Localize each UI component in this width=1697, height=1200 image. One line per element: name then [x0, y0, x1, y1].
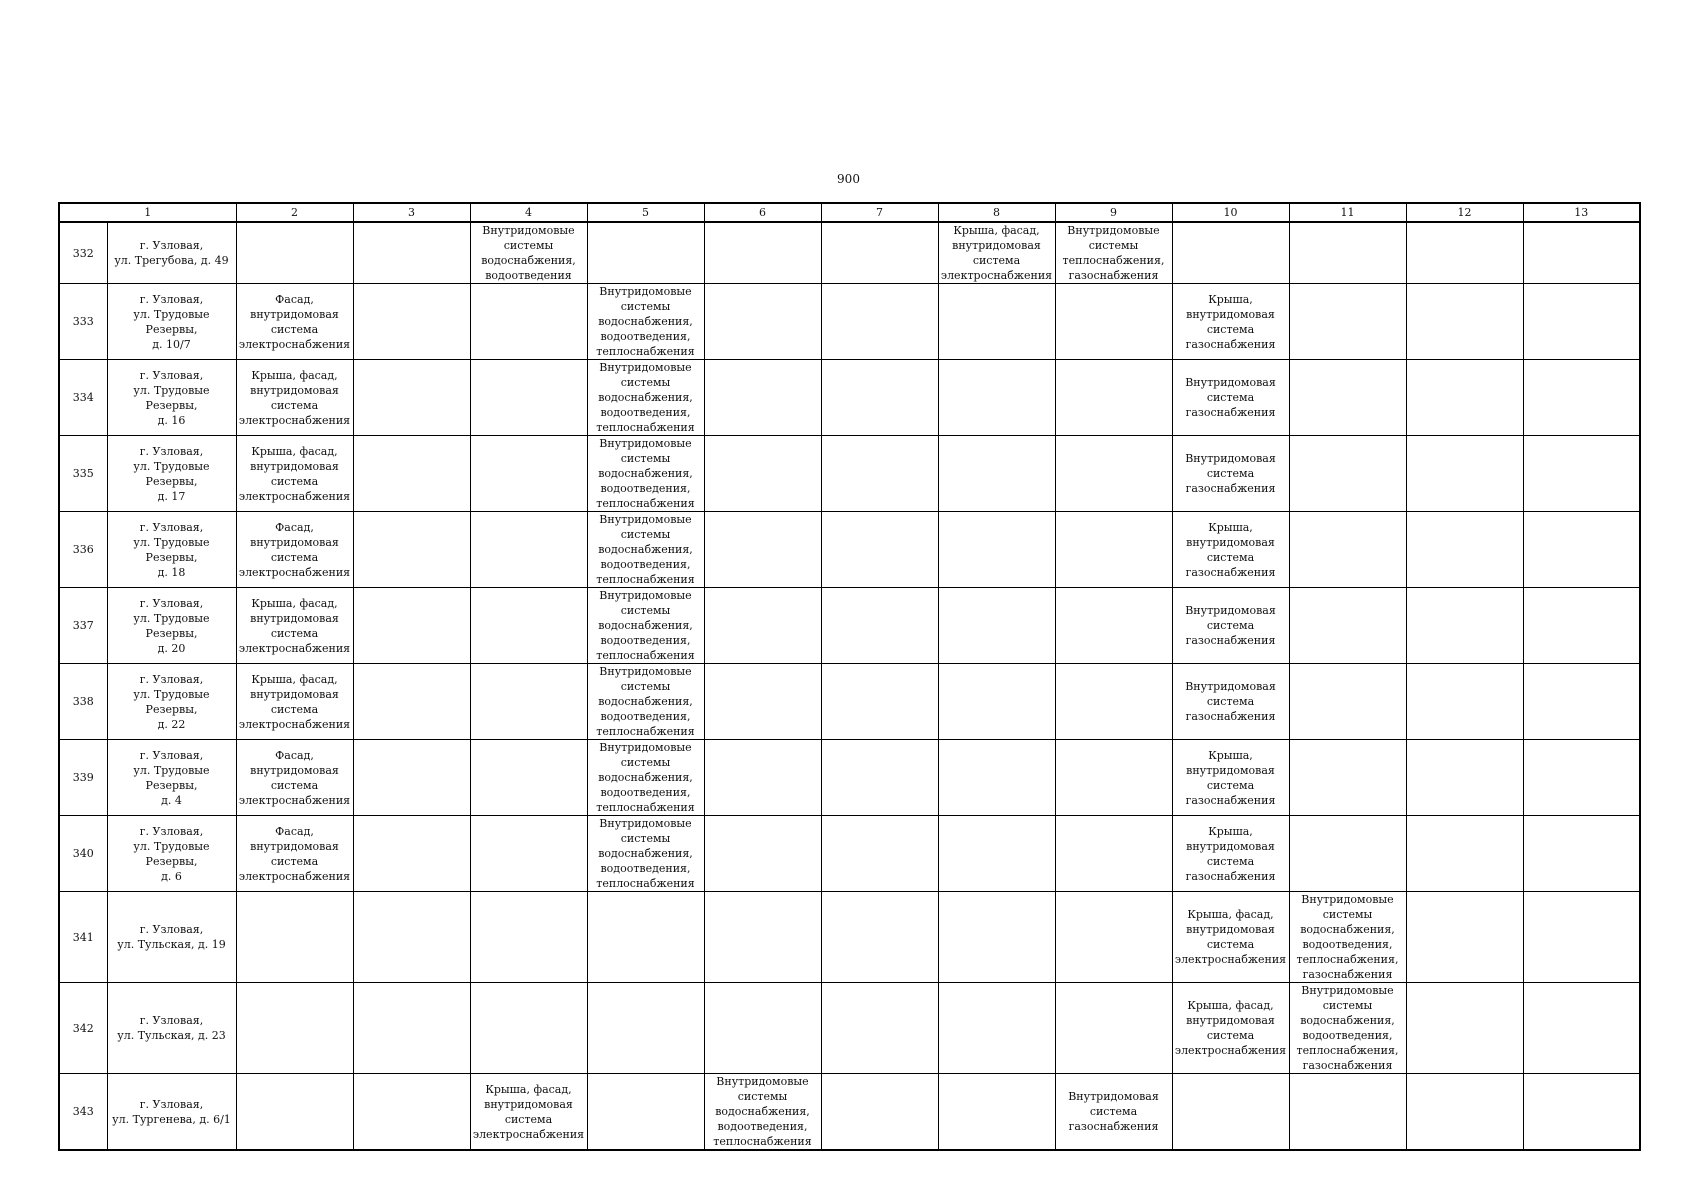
col-2-cell: Фасад, внутридомовая система электроснабжения: [236, 816, 353, 892]
col-12-cell: [1406, 664, 1523, 740]
col-10-cell: Внутридомовая система газоснабжения: [1172, 588, 1289, 664]
column-header-4: 4: [470, 203, 587, 222]
address-cell: г. Узловая, ул. Трудовые Резервы, д. 17: [107, 436, 236, 512]
table-row: [59, 1074, 1640, 1151]
col-2-cell: Фасад, внутридомовая система электроснабжения: [236, 740, 353, 816]
col-3-cell: [353, 360, 470, 436]
row-number-cell: 336: [59, 512, 107, 588]
col-13-cell: [1523, 1074, 1640, 1151]
col-4-cell: [470, 740, 587, 816]
page-number: 900: [837, 172, 860, 186]
col-6-cell: [704, 664, 821, 740]
col-2-cell: [236, 1074, 353, 1151]
col-11-cell: [1289, 816, 1406, 892]
col-9-cell: [1055, 436, 1172, 512]
column-header-9: 9: [1055, 203, 1172, 222]
col-7-cell: [821, 360, 938, 436]
col-8-cell: [938, 1074, 1055, 1151]
col-9-cell: [1055, 664, 1172, 740]
address-cell: г. Узловая, ул. Трудовые Резервы, д. 4: [107, 740, 236, 816]
col-6-cell: [704, 222, 821, 284]
row-number-cell: 334: [59, 360, 107, 436]
col-11-cell: [1289, 284, 1406, 360]
col-3-cell: [353, 1074, 470, 1151]
col-13-cell: [1523, 284, 1640, 360]
col-4-cell: [470, 436, 587, 512]
col-8-cell: [938, 588, 1055, 664]
col-10-cell: Внутридомовая система газоснабжения: [1172, 360, 1289, 436]
address-cell: г. Узловая, ул. Трудовые Резервы, д. 6: [107, 816, 236, 892]
column-header-12: 12: [1406, 203, 1523, 222]
row-number-cell: 337: [59, 588, 107, 664]
col-11-cell: Внутридомовые системы водоснабжения, водоотведения, теплоснабжения, газоснабжения: [1289, 983, 1406, 1074]
col-10-cell: Крыша, внутридомовая система газоснабжения: [1172, 512, 1289, 588]
col-3-cell: [353, 892, 470, 983]
address-cell: г. Узловая, ул. Тульская, д. 19: [107, 892, 236, 983]
col-12-cell: [1406, 436, 1523, 512]
col-6-cell: [704, 284, 821, 360]
col-5-cell: Внутридомовые системы водоснабжения, водоотведения, теплоснабжения: [587, 512, 704, 588]
col-11-cell: [1289, 512, 1406, 588]
row-number-cell: 332: [59, 222, 107, 284]
col-11-cell: [1289, 1074, 1406, 1151]
col-2-cell: [236, 222, 353, 284]
col-8-cell: [938, 664, 1055, 740]
col-12-cell: [1406, 284, 1523, 360]
col-10-cell: Крыша, внутридомовая система газоснабжения: [1172, 740, 1289, 816]
col-3-cell: [353, 664, 470, 740]
col-4-cell: [470, 588, 587, 664]
address-cell: г. Узловая, ул. Трудовые Резервы, д. 20: [107, 588, 236, 664]
col-13-cell: [1523, 588, 1640, 664]
col-8-cell: Крыша, фасад, внутридомовая система электроснабжения: [938, 222, 1055, 284]
col-6-cell: [704, 588, 821, 664]
table-row: [59, 740, 1640, 816]
col-10-cell: Крыша, фасад, внутридомовая система электроснабжения: [1172, 983, 1289, 1074]
col-3-cell: [353, 222, 470, 284]
col-13-cell: [1523, 436, 1640, 512]
col-7-cell: [821, 588, 938, 664]
column-header-8: 8: [938, 203, 1055, 222]
col-2-cell: [236, 983, 353, 1074]
col-11-cell: [1289, 222, 1406, 284]
col-6-cell: [704, 816, 821, 892]
col-10-cell: Внутридомовая система газоснабжения: [1172, 436, 1289, 512]
col-2-cell: Крыша, фасад, внутридомовая система электроснабжения: [236, 588, 353, 664]
col-7-cell: [821, 892, 938, 983]
col-11-cell: [1289, 740, 1406, 816]
col-4-cell: Крыша, фасад, внутридомовая система электроснабжения: [470, 1074, 587, 1151]
col-3-cell: [353, 284, 470, 360]
col-12-cell: [1406, 512, 1523, 588]
col-5-cell: Внутридомовые системы водоснабжения, водоотведения, теплоснабжения: [587, 360, 704, 436]
table-row: [59, 436, 1640, 512]
table-row: [59, 664, 1640, 740]
col-9-cell: [1055, 892, 1172, 983]
col-5-cell: [587, 983, 704, 1074]
col-5-cell: Внутридомовые системы водоснабжения, водоотведения, теплоснабжения: [587, 284, 704, 360]
table-row: [59, 360, 1640, 436]
col-4-cell: [470, 816, 587, 892]
address-cell: г. Узловая, ул. Трудовые Резервы, д. 10/7: [107, 284, 236, 360]
address-cell: г. Узловая, ул. Трудовые Резервы, д. 22: [107, 664, 236, 740]
col-5-cell: Внутридомовые системы водоснабжения, водоотведения, теплоснабжения: [587, 436, 704, 512]
table-row: [59, 983, 1640, 1074]
col-6-cell: [704, 892, 821, 983]
col-6-cell: [704, 740, 821, 816]
row-number-cell: 342: [59, 983, 107, 1074]
col-4-cell: [470, 983, 587, 1074]
table-row: [59, 222, 1640, 284]
col-6-cell: [704, 436, 821, 512]
col-2-cell: Крыша, фасад, внутридомовая система электроснабжения: [236, 360, 353, 436]
col-3-cell: [353, 588, 470, 664]
col-10-cell: [1172, 222, 1289, 284]
col-7-cell: [821, 740, 938, 816]
column-header-row: [59, 203, 1640, 222]
col-9-cell: [1055, 816, 1172, 892]
col-12-cell: [1406, 892, 1523, 983]
col-3-cell: [353, 436, 470, 512]
col-9-cell: [1055, 983, 1172, 1074]
col-10-cell: Внутридомовая система газоснабжения: [1172, 664, 1289, 740]
address-cell: г. Узловая, ул. Трудовые Резервы, д. 16: [107, 360, 236, 436]
col-12-cell: [1406, 222, 1523, 284]
row-number-cell: 339: [59, 740, 107, 816]
col-10-cell: Крыша, внутридомовая система газоснабжения: [1172, 284, 1289, 360]
col-11-cell: Внутридомовые системы водоснабжения, водоотведения, теплоснабжения, газоснабжения: [1289, 892, 1406, 983]
col-4-cell: [470, 360, 587, 436]
col-3-cell: [353, 740, 470, 816]
col-8-cell: [938, 740, 1055, 816]
col-12-cell: [1406, 588, 1523, 664]
col-10-cell: Крыша, фасад, внутридомовая система электроснабжения: [1172, 892, 1289, 983]
table-row: [59, 588, 1640, 664]
address-cell: г. Узловая, ул. Трегубова, д. 49: [107, 222, 236, 284]
row-number-cell: 335: [59, 436, 107, 512]
row-number-cell: 343: [59, 1074, 107, 1151]
col-7-cell: [821, 983, 938, 1074]
col-4-cell: [470, 892, 587, 983]
col-5-cell: Внутридомовые системы водоснабжения, водоотведения, теплоснабжения: [587, 740, 704, 816]
col-2-cell: Крыша, фасад, внутридомовая система электроснабжения: [236, 436, 353, 512]
col-5-cell: Внутридомовые системы водоснабжения, водоотведения, теплоснабжения: [587, 664, 704, 740]
col-4-cell: [470, 512, 587, 588]
col-9-cell: [1055, 740, 1172, 816]
col-12-cell: [1406, 740, 1523, 816]
row-number-cell: 340: [59, 816, 107, 892]
col-5-cell: Внутридомовые системы водоснабжения, водоотведения, теплоснабжения: [587, 588, 704, 664]
col-8-cell: [938, 512, 1055, 588]
col-7-cell: [821, 1074, 938, 1151]
col-8-cell: [938, 983, 1055, 1074]
table-body: [59, 222, 1640, 1150]
col-7-cell: [821, 284, 938, 360]
column-header-2: 2: [236, 203, 353, 222]
col-8-cell: [938, 892, 1055, 983]
col-11-cell: [1289, 664, 1406, 740]
address-cell: г. Узловая, ул. Трудовые Резервы, д. 18: [107, 512, 236, 588]
row-number-cell: 333: [59, 284, 107, 360]
column-header-10: 10: [1172, 203, 1289, 222]
column-header-5: 5: [587, 203, 704, 222]
col-6-cell: [704, 983, 821, 1074]
col-7-cell: [821, 816, 938, 892]
col-12-cell: [1406, 1074, 1523, 1151]
col-4-cell: [470, 284, 587, 360]
col-9-cell: [1055, 360, 1172, 436]
col-6-cell: Внутридомовые системы водоснабжения, водоотведения, теплоснабжения: [704, 1074, 821, 1151]
column-header-7: 7: [821, 203, 938, 222]
table-row: [59, 284, 1640, 360]
col-13-cell: [1523, 740, 1640, 816]
col-2-cell: Фасад, внутридомовая система электроснабжения: [236, 284, 353, 360]
col-7-cell: [821, 664, 938, 740]
col-13-cell: [1523, 360, 1640, 436]
col-6-cell: [704, 360, 821, 436]
col-9-cell: [1055, 284, 1172, 360]
col-9-cell: [1055, 588, 1172, 664]
row-number-cell: 338: [59, 664, 107, 740]
col-5-cell: [587, 892, 704, 983]
column-header-13: 13: [1523, 203, 1640, 222]
row-number-cell: 341: [59, 892, 107, 983]
col-4-cell: Внутридомовые системы водоснабжения, водоотведения: [470, 222, 587, 284]
col-11-cell: [1289, 360, 1406, 436]
col-3-cell: [353, 512, 470, 588]
col-12-cell: [1406, 360, 1523, 436]
col-5-cell: Внутридомовые системы водоснабжения, водоотведения, теплоснабжения: [587, 816, 704, 892]
col-8-cell: [938, 360, 1055, 436]
col-10-cell: Крыша, внутридомовая система газоснабжения: [1172, 816, 1289, 892]
col-6-cell: [704, 512, 821, 588]
col-8-cell: [938, 816, 1055, 892]
col-11-cell: [1289, 588, 1406, 664]
table-row: [59, 892, 1640, 983]
col-9-cell: Внутридомовая система газоснабжения: [1055, 1074, 1172, 1151]
col-2-cell: [236, 892, 353, 983]
col-3-cell: [353, 983, 470, 1074]
address-cell: г. Узловая, ул. Тургенева, д. 6/1: [107, 1074, 236, 1151]
col-12-cell: [1406, 816, 1523, 892]
col-8-cell: [938, 436, 1055, 512]
address-cell: г. Узловая, ул. Тульская, д. 23: [107, 983, 236, 1074]
col-2-cell: Крыша, фасад, внутридомовая система электроснабжения: [236, 664, 353, 740]
column-header-11: 11: [1289, 203, 1406, 222]
col-13-cell: [1523, 222, 1640, 284]
col-8-cell: [938, 284, 1055, 360]
col-13-cell: [1523, 512, 1640, 588]
col-2-cell: Фасад, внутридомовая система электроснабжения: [236, 512, 353, 588]
table-row: [59, 512, 1640, 588]
col-9-cell: Внутридомовые системы теплоснабжения, газоснабжения: [1055, 222, 1172, 284]
table-row: [59, 816, 1640, 892]
col-4-cell: [470, 664, 587, 740]
col-7-cell: [821, 436, 938, 512]
col-7-cell: [821, 222, 938, 284]
column-header-6: 6: [704, 203, 821, 222]
col-3-cell: [353, 816, 470, 892]
col-5-cell: [587, 1074, 704, 1151]
col-7-cell: [821, 512, 938, 588]
repair-schedule-table: [58, 202, 1641, 1151]
col-9-cell: [1055, 512, 1172, 588]
col-13-cell: [1523, 983, 1640, 1074]
col-12-cell: [1406, 983, 1523, 1074]
col-13-cell: [1523, 816, 1640, 892]
col-5-cell: [587, 222, 704, 284]
col-10-cell: [1172, 1074, 1289, 1151]
col-11-cell: [1289, 436, 1406, 512]
column-header-3: 3: [353, 203, 470, 222]
col-13-cell: [1523, 892, 1640, 983]
column-header-1: 1: [59, 203, 236, 222]
col-13-cell: [1523, 664, 1640, 740]
